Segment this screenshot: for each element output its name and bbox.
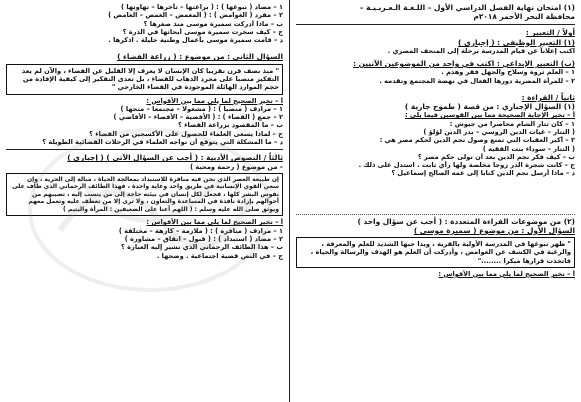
q1-item: ج – كيف سخرت سميرة موسى أبحاثها في الذرة ؟ [122,27,283,36]
literary-item: ٢ – مضاد ( استبداد ) : ( قبول – اتفاق – مشاورة ) [124,234,283,243]
q2-instruction: أ – تخير الصحيح لما يلي مما بين الأقواس : [146,96,283,105]
q2-item: ٢ – جمع ( الفضاء ) : ( الأفضية – الأفضاء – الأفاضي ) [113,113,283,122]
literary-item: ب – هذا الطائف الرحماني الذي تشير إليه العبارة ؟ [121,243,283,252]
creative-writing-title: (ب) التعبير الإبداعي : اكتب في واحد من الموضوعين الآتيين : [353,59,575,69]
q1-item: ١ – مضاد ( نبوغها ) : ( براعتها – تأخرها – تهاونها ) [121,3,283,11]
literary-instruction: أ – تخير الصحيح لما يلي مما بين الأقواس : [146,218,283,227]
q2-title: السؤال الثاني : من موضوع : ( زراعة الفضاء ) [117,52,283,62]
literary-subtitle: – من موضوع ( رحمة ومحبة ) [190,162,283,171]
reading-item: ج – كانت شجرة الدر زوجا مخلصة ولها رأي ثابت . استدل على ذلك . [358,161,575,170]
q1-item: د – قامت سميرة موسى بأعمال وطنية جليلة . اذكرها . [108,36,283,45]
q2-item: د – ما المشكلة التي يتوقع أن تواجه العلماء في الرحلات الفضائية الطويلة ؟ [42,138,283,147]
q1-item: ب – ماذا أدركت سميرة موسى منذ صغرها ؟ [143,19,283,28]
creative-item: ١ – العلم ثروة وسلاح والجهل فقر وهدم . [441,68,575,77]
literary-item: ج – في النص قضية اجتماعية . وضحها . [156,251,283,260]
reading-item: ب – كيف فكر نجم الدين بعد أن تولى حكم مصر ؟ [417,152,575,161]
q2-item: ب – ما المقصود بزراعة الفضاء ؟ [178,121,283,130]
q2-passage: " منذ نصف قرن تقريبا كان الإنسان لا يعرف إلا القليل عن الفضاء ، والآن لم يعد التفكير منصبا على مجرد الذهاب للفضاء ، بل تعدى التفكير إلى كيفية الإفادة من حجم الموارد الهائلة الموجودة في الفضاء الخارجي " [21,66,279,92]
q1-passage-box [296,237,575,268]
section-literary-title: ثالثاً / النصوص الأدبية : ( أجب عن السؤال الآتي ) ( إجباري ) [67,153,283,163]
reading-item: ١ – كان تتار الشام محاصرا من جيوش : [449,119,575,128]
literary-item: ١ – مرادف ( منافرة ) : ( ملازمة – كارهة – مختلفة ) [118,226,283,235]
section-divider [296,214,575,215]
q2-item: ١ – مرادف ( منصبا ) : ( مشغولا – مجتمعا – متجها ) [120,104,283,113]
exam-header-line-2: محافظة البحر الأحمر ٢٠١٨م [473,12,575,22]
creative-item: ٢ – للمرأة المصرية دورها الفعال في نهضة المجتمع وتقدمه . [379,76,575,85]
header-divider [296,24,575,25]
section-writing-title: أولاً / التعبير : [525,28,575,38]
reading-instruction: أ – تخير الإجابة الصحيحة مما بين القوسين فيما يلي : [404,111,575,120]
q1-passage: " ظهر نبوغها في المدرسة الأولية بالقرية ، ويدا حبها الشديد للعلم والمعرفة ، والرغبة في الكشف عن الغوامض ، وأدركت أن العلم هو الهدف والرسالة والحياة ، فاتخذت قرارها مبكرا ........" [310,240,571,265]
exam-header-line-1: (١) امتحان نهاية الفصل الدراسي الأول – اللـغـة الـعـربـيـة – [359,3,575,12]
functional-writing-title: (١) التعبير الوظيفي : ( إجباري ) [458,37,575,47]
reading-item: ( التتار – سوداء بنت الفقيه ) [482,144,575,153]
q1-item: ٢ – مفرد ( الغوامض ) : ( المغمض – الغمض – الغامض ) [108,11,283,20]
q1-instruction: أ – تخير الصحيح لما يلي مما بين الأقواس : [438,269,575,278]
literary-passage-box [6,173,283,217]
reading-item: د – ماذا أرسل نجم الدين كتابا إلى عمه الصالح إسماعيل ؟ [391,169,575,178]
left-column [0,0,289,402]
q1-title: السؤال الأول : من موضوع ( سميرة موسى ) [413,225,575,235]
q2-passage-box [6,64,283,95]
q2-item: ج – لماذا يسعى العلماء للحصول على الأكسجين من الفضاء ؟ [89,129,283,138]
reading-item: ( التتار – غياث الدين الروسي – بدر الدين لؤلؤ ) [423,127,575,136]
literary-passage: إن طبيعة العصر الذي نحن فيه منافرة للاستبداد بمعالجة الحياة ، مبالة إلى الحرية ، وإن سعي القوي الإنسانية في طريق واحد وغاية واحدة ، فهذا الطائف الرحماني الذي طاف على نفوس البشر كلها ، فجعل لكل إنسان في بيئته حاجة إلى من ينسب إليه ، تصيبهم من أحوالهم بإرادة نافذة في المساعدة والتعاون ، ولا ترى إلا من تعطف عليه وتعمل معهم ويوثق صلى الله عليه وسلم : ( اللهم أعنا على الضعيفين : المرأة واليتيم ) [12,175,279,213]
section-reading-title: ثانياً / القراءة : [521,92,575,102]
reading-item: ٢ – أكبر العقبات التي تمنع وصول نجم الدين لحكم مصر هي : [379,136,575,145]
section-divider [6,149,283,150]
reading-question-title: (١) السؤال الإجباري : من قصة ( طموح جارية ) [404,102,575,112]
multi-reading-title: (٢) من موضوعات القراءة المتعددة : ( أجب عن سؤال واحد ) [357,216,575,226]
functional-writing-text: اكتب إعلاناً عن قيام المدرسة برحلة إلى المتحف المصري . [387,46,575,55]
right-column [289,0,581,402]
